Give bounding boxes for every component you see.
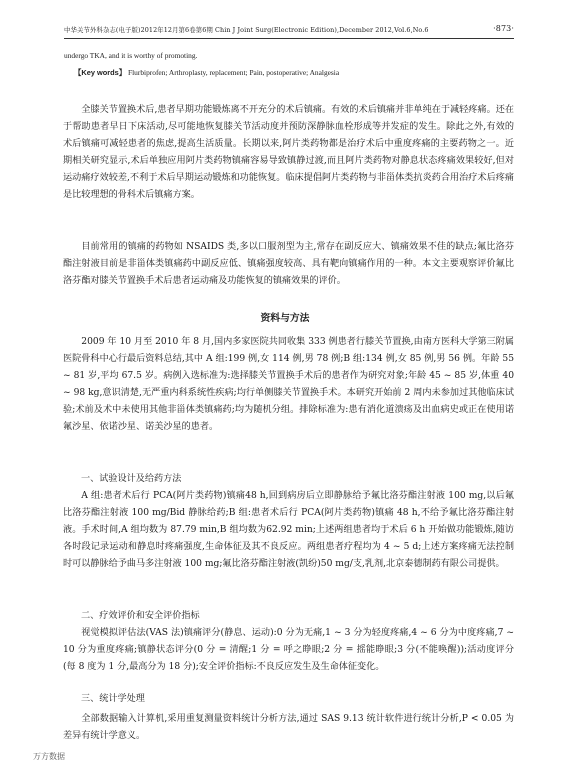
running-header — [64, 22, 514, 39]
subheading-statistics: 三、统计学处理 — [81, 694, 145, 704]
abstract-tail: undergo TKA, and it is worthy of promoting. — [64, 51, 198, 60]
intro-paragraph-2: 目前常用的镇痛的药物如 NSAIDS 类,多以口服剂型为主,常存在副反应大、镇痛效果不佳的缺点;氟比洛芬酯注射液目前是非甾体类镇痛药中副反应低、镇痛强度较高、具有靶向镇痛作用的一种。本文主要观察评价氟比洛芬酯对膝关节置换手术后患者运动痛及功能恢复的镇痛效果的评价。 — [63, 242, 514, 287]
intro-paragraph-1: 全膝关节置换术后,患者早期功能锻炼离不开充分的术后镇痛。有效的术后镇痛并非单纯在于减轻疼痛。还在于帮助患者早日下床活动,尽可能地恢复膝关节活动度并预防深静脉血栓形成等并发症的发生。除此之外,有效的术后镇痛可减轻患者的焦虑,提高生活质量。长期以来,阿片类药物都是治疗术后中重度疼痛的主要药物之一。近期相关研究显示,术后单独应用阿片类药物镇痛容易导致镇静过渡,而且阿片类药物对静息状态疼痛效果较好,但对运动痛疗效较差,不利于术后早期运动锻炼和功能恢复。临床提倡阿片类药物与非甾体类抗炎药合用治疗术后疼痛是比较理想的骨科术后镇痛方案。 — [63, 105, 514, 201]
keywords-label: 【Key words】 — [74, 68, 127, 77]
journal-citation: 中华关节外科杂志(电子版)2012年12月第6卷第6期 Chin J Joint Surg(Electronic Edition),December 2012,Vol.6,No.6 — [64, 26, 429, 34]
subheading-design: 一、试验设计及给药方法 — [81, 474, 182, 484]
methods-paragraph-evaluation: 视觉模拟评估法(VAS 法)镇痛评分(静息、运动):0 分为无痛,1 ~ 3 分为轻度疼痛,4 ~ 6 分为中度疼痛,7 ~ 10 分为重度疼痛;镇静状态评分(0 分 = 清醒;1 分 = 呼之睁眼;2 分 = 摇能睁眼;3 分(不能唤醒));活动度评分(每 8 度为 1 分,最高分为 18 分);安全评价指标:不良反应发生及生命体征变化。 — [63, 628, 514, 673]
watermark-footer: 万方数据 — [33, 752, 65, 761]
keywords — [74, 67, 339, 78]
page-number: ·873· — [493, 24, 514, 33]
methods-paragraph-statistics: 全部数据输入计算机,采用重复测量资料统计分析方法,通过 SAS 9.13 统计软件进行统计分析,P < 0.05 为差异有统计学意义。 — [63, 714, 514, 742]
subheading-evaluation: 二、疗效评价和安全评价指标 — [81, 611, 200, 621]
keywords-text: Flurbiprofen; Arthroplasty, replacement; Pain, postoperative; Analgesia — [126, 68, 340, 77]
section-title: 资料与方法 — [260, 313, 310, 324]
methods-paragraph-patients: 2009 年 10 月至 2010 年 8 月,国内多家医院共同收集 333 例患者行膝关节置换,由南方医科大学第三附属医院骨科中心行最后资料总结,其中 A 组:199 例,女 114 例,男 78 例;B 组:134 例,女 85 例,男 56 例。年龄 55 ~ 81 岁,平均 67.5 岁。病例入选标准为:选择膝关节置换手术后的患者作为研究对象;年龄 45 ~ 85 岁,体重 40 ~ 98 kg,意识清楚,无严重内科系统性疾病;均行单侧膝关节置换手术。本研究开始前 2 周内未参加过其他临床试验;术前及术中未使用其他非甾体类镇痛药;均为随机分组。排除标准为:患有消化道溃疡及出血病史或正在使用诺氟沙星、依诺沙星、诺美沙星的患者。 — [63, 337, 514, 433]
methods-paragraph-dosing: A 组:患者术后行 PCA(阿片类药物)镇痛48 h,回到病房后立即静脉给予氟比洛芬酯注射液 100 mg,以后氟比洛芬酯注射液 100 mg/Bid 静脉给药;B 组:患者术后行 PCA(阿片类药物)镇痛 48 h,不给予氟比洛芬酯注射液。手术时间,A 组均数为 87.79 min,B 组均数为62.92 min;上述两组患者均于术后 6 h 开始做功能锻炼,随访各时段记录运动和静息时疼痛强度,生命体征及其不良反应。两组患者疗程均为 4 ~ 5 d;上述方案疼痛无法控制时可以静脉给予曲马多注射液 100 mg;氟比洛芬酯注射液(凯纷)50 mg/支,乳剂,北京泰德制药有限公司提供。 — [63, 491, 514, 570]
